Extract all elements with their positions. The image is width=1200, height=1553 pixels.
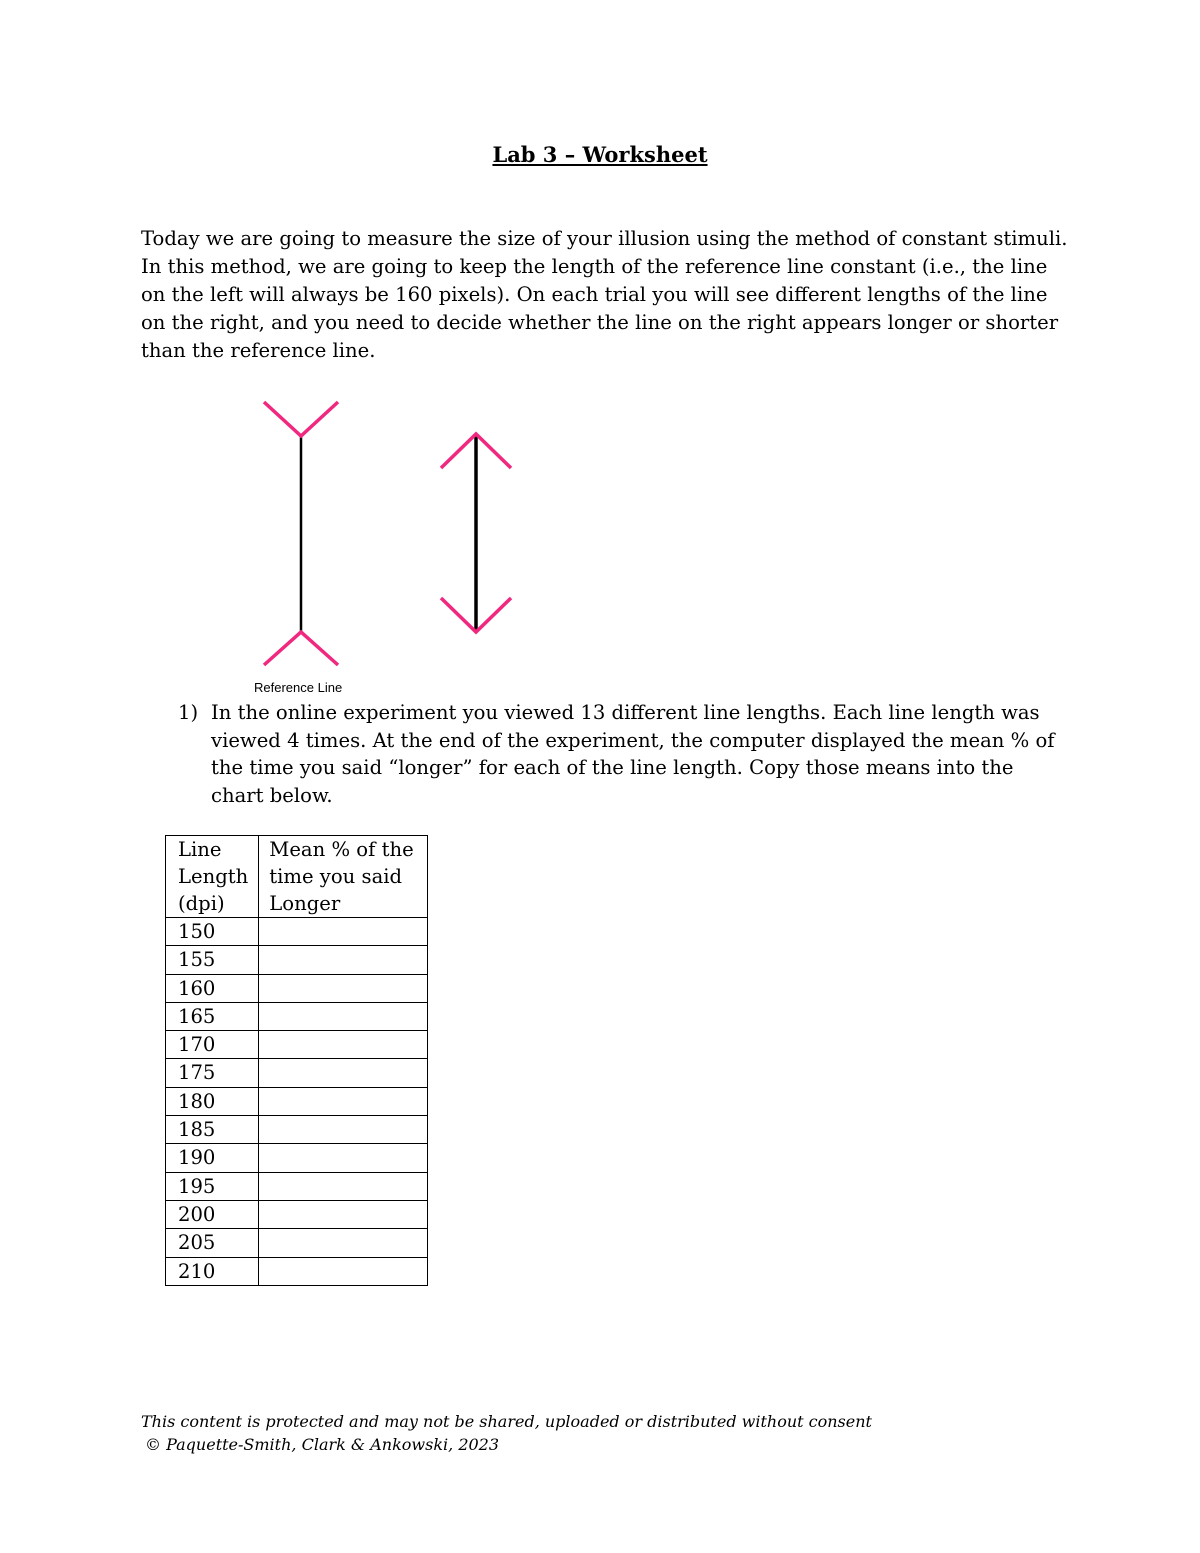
comparison-line-figure: [441, 434, 511, 632]
table-row: [166, 1144, 428, 1172]
line-length-cell: 195: [166, 1172, 259, 1200]
mean-percent-cell[interactable]: [259, 1087, 428, 1115]
header-line-length: [166, 836, 259, 918]
intro-paragraph: Today we are going to measure the size of your illusion using the method of constant stimuli. In this method, we are going to keep the length of the reference line constant (i.e., the line on the left will always be 160 pixels). On each trial you will see different lengths of the line on the right, and you need to decide whether the line on the right appears longer or shorter than the reference line.: [141, 227, 1068, 362]
reference-top-fins: [264, 402, 338, 436]
header-mean-line1: Mean % of the: [269, 838, 414, 861]
mean-percent-cell[interactable]: [259, 1200, 428, 1228]
footer-copyright: © Paquette-Smith, Clark & Ankowski, 2023: [145, 1435, 500, 1454]
header-line-length-line1: Line: [178, 838, 222, 861]
header-line-length-line3: (dpi): [178, 892, 225, 915]
footer-consent-notice: This content is protected and may not be shared, uploaded or distributed without consent: [141, 1412, 872, 1431]
line-length-cell: 185: [166, 1116, 259, 1144]
reference-bottom-fins: [264, 632, 338, 665]
header-mean-line3: Longer: [269, 892, 341, 915]
mean-percent-cell[interactable]: [259, 1172, 428, 1200]
table-row: [166, 1257, 428, 1285]
table-row: [166, 946, 428, 974]
table-row: [166, 1087, 428, 1115]
table-row: [166, 1059, 428, 1087]
line-length-cell: 210: [166, 1257, 259, 1285]
header-mean-line2: time you said: [269, 865, 403, 888]
table-row: [166, 974, 428, 1002]
line-length-cell: 200: [166, 1200, 259, 1228]
mean-percent-cell[interactable]: [259, 946, 428, 974]
footer: [141, 1410, 872, 1456]
mean-percent-cell[interactable]: [259, 1116, 428, 1144]
table-header-row: [166, 836, 428, 918]
line-length-table: [165, 835, 428, 1286]
table-row: [166, 1172, 428, 1200]
question-text: In the online experiment you viewed 13 different line lengths. Each line length was viewed 4 times. At the end of the experiment, the computer displayed the mean % of the time you said “longer” for each of the line length. Copy those means into the chart below.: [211, 701, 1055, 807]
question-number: 1): [178, 701, 199, 724]
mean-percent-cell[interactable]: [259, 918, 428, 946]
table-row: [166, 1200, 428, 1228]
table-row: [166, 1002, 428, 1030]
mean-percent-cell[interactable]: [259, 1144, 428, 1172]
line-length-cell: 165: [166, 1002, 259, 1030]
table-row: [166, 918, 428, 946]
line-length-cell: 205: [166, 1229, 259, 1257]
line-length-cell: 180: [166, 1087, 259, 1115]
mean-percent-cell[interactable]: [259, 1229, 428, 1257]
line-length-cell: 160: [166, 974, 259, 1002]
table-row: [166, 1116, 428, 1144]
line-length-cell: 170: [166, 1031, 259, 1059]
header-mean-percent: [259, 836, 428, 918]
line-length-cell: 175: [166, 1059, 259, 1087]
header-line-length-line2: Length: [178, 865, 249, 888]
line-length-cell: 155: [166, 946, 259, 974]
mean-percent-cell[interactable]: [259, 1257, 428, 1285]
reference-line-figure: [264, 402, 338, 665]
mean-percent-cell[interactable]: [259, 1002, 428, 1030]
mean-percent-cell[interactable]: [259, 974, 428, 1002]
page-title: Lab 3 – Worksheet: [492, 142, 708, 167]
muller-lyer-figure: [240, 392, 540, 702]
mean-percent-cell[interactable]: [259, 1031, 428, 1059]
line-length-cell: 190: [166, 1144, 259, 1172]
mean-percent-cell[interactable]: [259, 1059, 428, 1087]
reference-line-label: Reference Line: [254, 680, 343, 695]
line-length-cell: 150: [166, 918, 259, 946]
table-row: [166, 1229, 428, 1257]
table-row: [166, 1031, 428, 1059]
